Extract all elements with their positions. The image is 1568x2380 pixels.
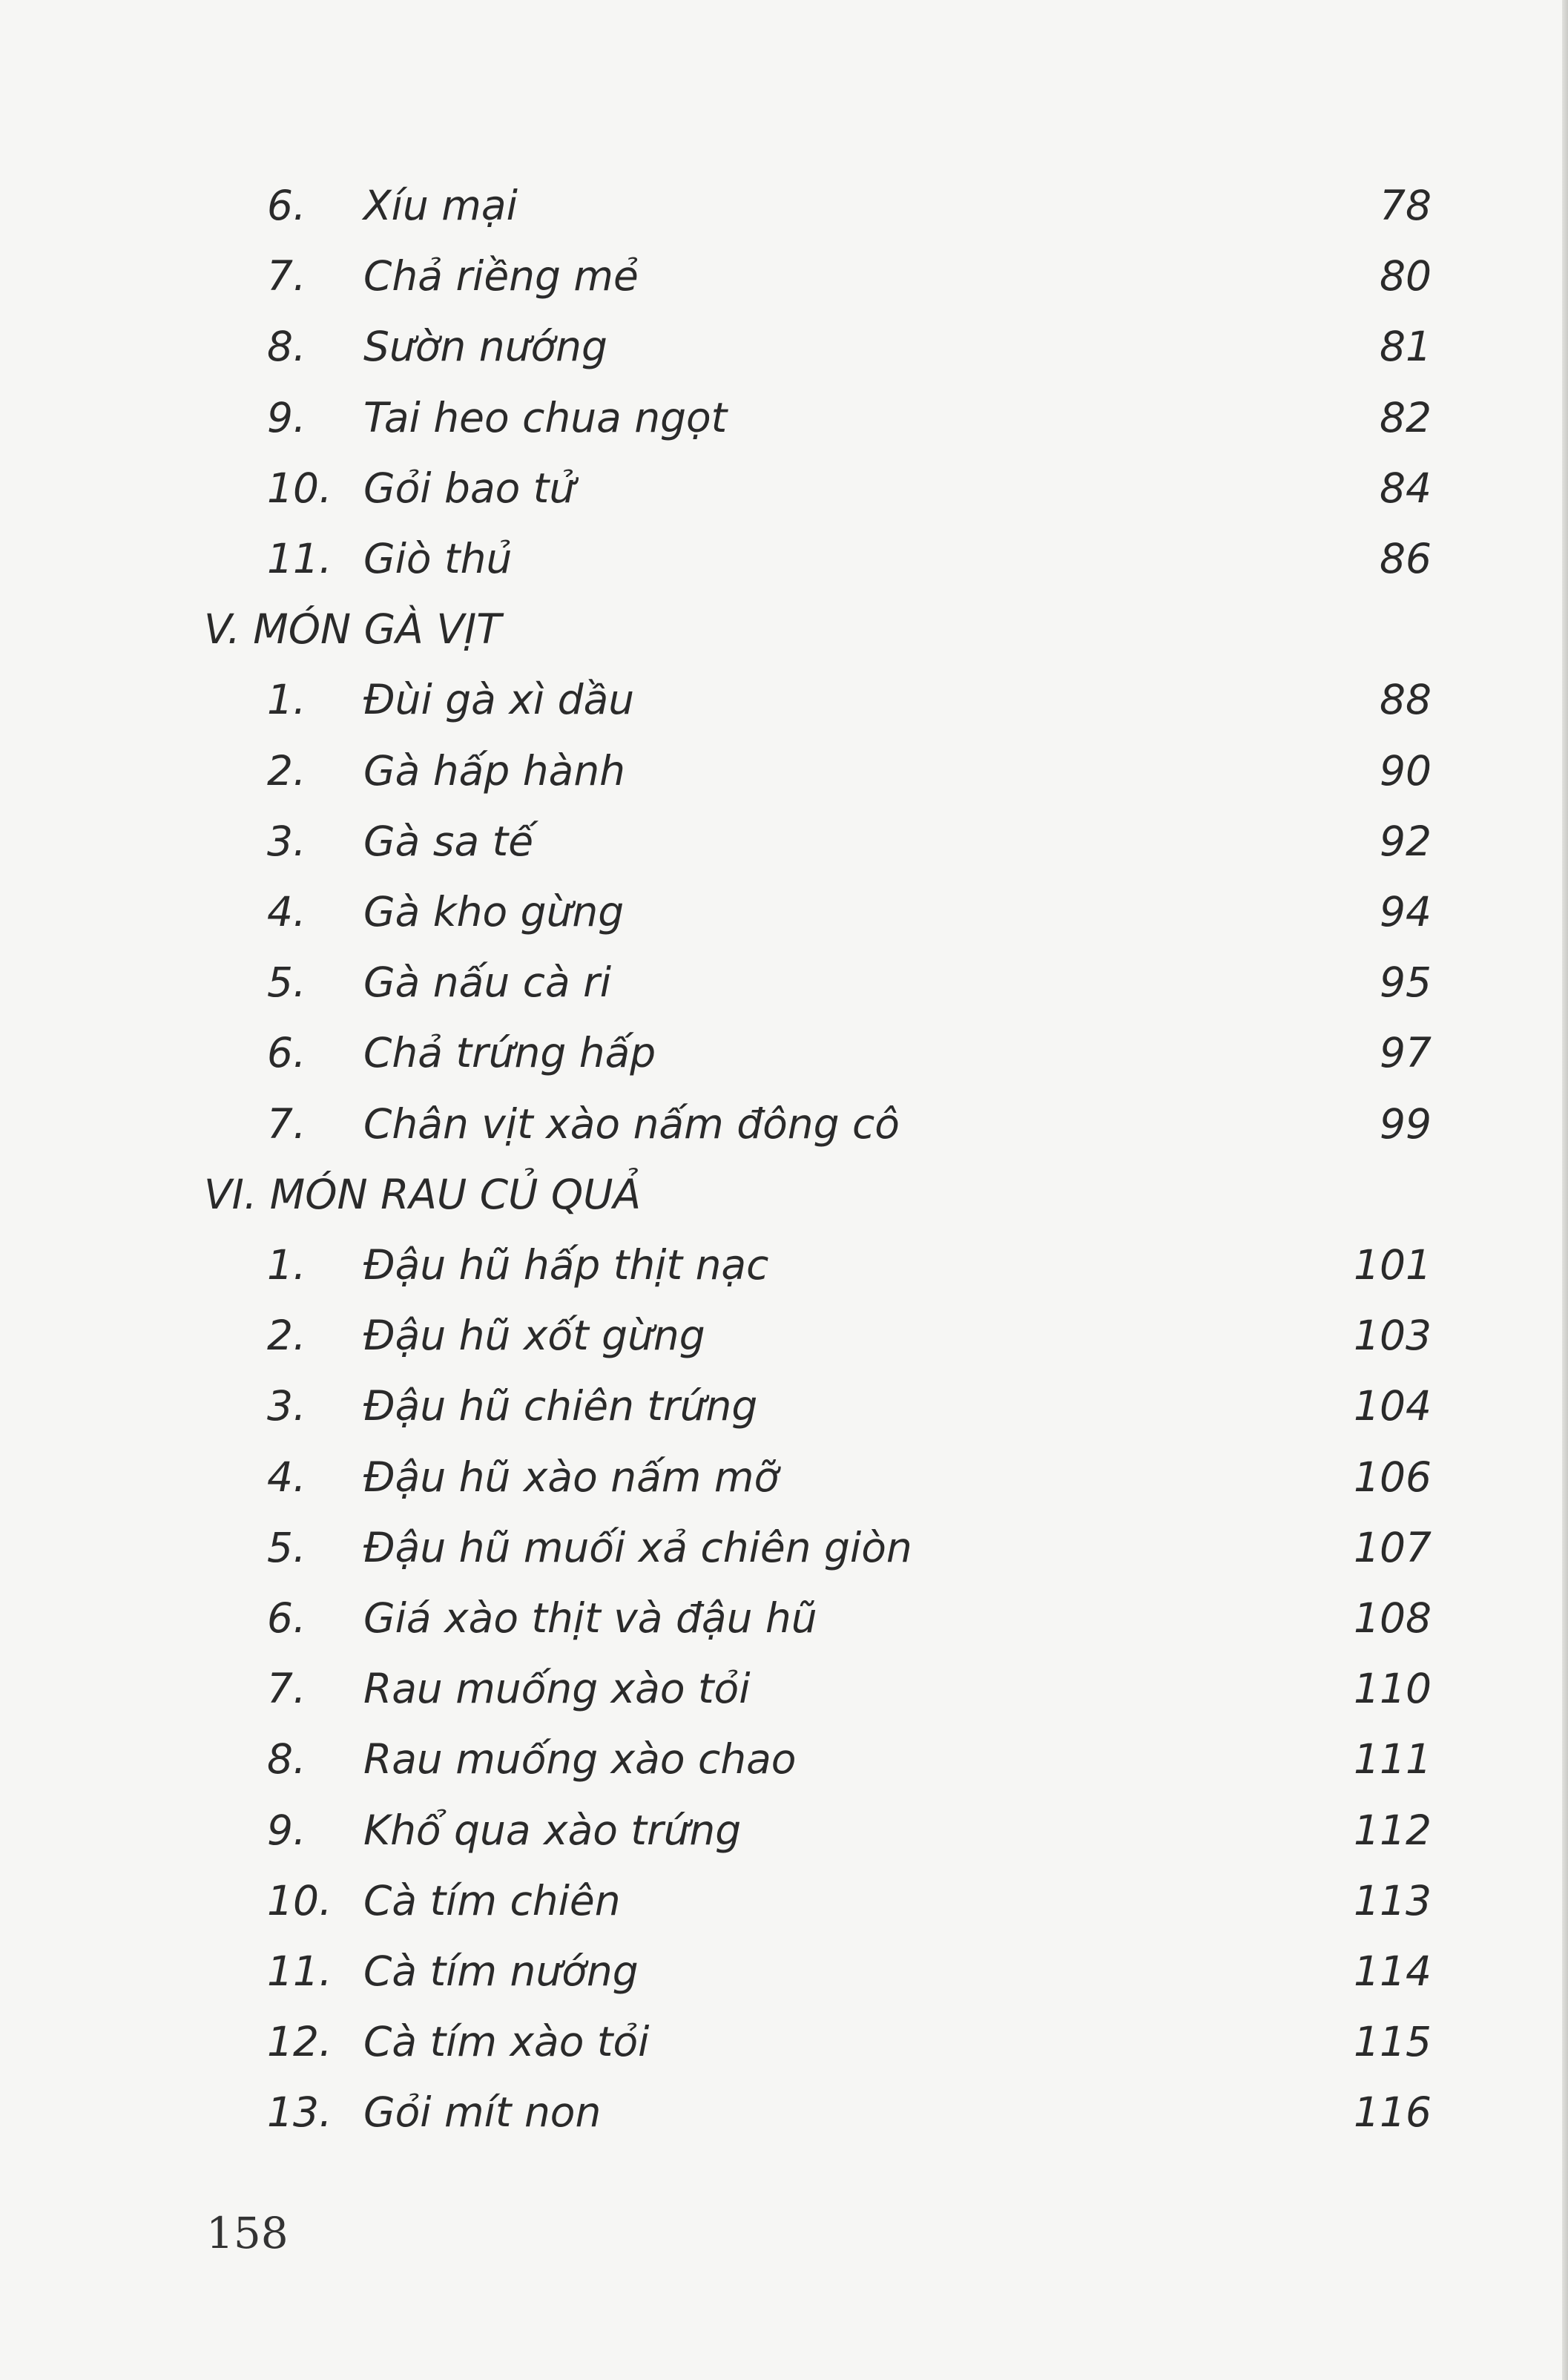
entry-page-number: 99 xyxy=(1380,1099,1432,1148)
entry-title: Cà tím chiên xyxy=(363,1876,621,1924)
entry-title: Gà hấp hành xyxy=(363,746,626,795)
entry-number: 2. xyxy=(267,1312,306,1360)
entry-title: Gà nấu cà ri xyxy=(363,959,612,1007)
entry-title: Đậu hũ chiên trứng xyxy=(363,1382,758,1430)
entry-page-number: 92 xyxy=(1380,817,1432,865)
toc-entry xyxy=(0,1089,1568,1160)
toc-entry xyxy=(0,1230,1568,1301)
entry-page-number: 94 xyxy=(1380,888,1432,936)
entry-number: 1. xyxy=(267,1241,306,1289)
entry-page-number: 114 xyxy=(1354,1947,1432,1995)
entry-page-number: 106 xyxy=(1354,1453,1432,1501)
entry-page-number: 82 xyxy=(1380,393,1432,441)
entry-page-number: 81 xyxy=(1380,323,1432,371)
entry-title: Sườn nướng xyxy=(363,323,607,371)
toc-entry xyxy=(0,1371,1568,1442)
entry-title: Gỏi bao tử xyxy=(363,464,576,512)
entry-page-number: 107 xyxy=(1354,1523,1432,1571)
entry-title: Rau muống xào tỏi xyxy=(363,1665,751,1713)
toc-entry xyxy=(0,2007,1568,2077)
entry-number: 7. xyxy=(267,1665,306,1713)
entry-page-number: 88 xyxy=(1380,676,1432,724)
entry-number: 9. xyxy=(267,1806,306,1854)
entry-number: 11. xyxy=(267,1947,332,1995)
entry-page-number: 108 xyxy=(1354,1594,1432,1642)
entry-title: Rau muống xào chao xyxy=(363,1735,797,1784)
section-title: V. MÓN GÀ VỊT xyxy=(204,605,501,654)
toc-entry xyxy=(0,241,1568,312)
toc-entry xyxy=(0,1513,1568,1583)
entry-page-number: 113 xyxy=(1354,1876,1432,1924)
entry-title: Khổ qua xào trứng xyxy=(363,1806,742,1854)
entry-number: 3. xyxy=(267,1382,306,1430)
toc-entry xyxy=(0,736,1568,806)
entry-number: 7. xyxy=(267,252,306,300)
toc-entry xyxy=(0,1583,1568,1654)
entry-page-number: 115 xyxy=(1354,2018,1432,2066)
toc-entry xyxy=(0,806,1568,877)
entry-number: 6. xyxy=(267,1594,306,1642)
entry-number: 4. xyxy=(267,888,306,936)
toc-entry xyxy=(0,171,1568,241)
entry-title: Cà tím xào tỏi xyxy=(363,2018,650,2066)
entry-page-number: 84 xyxy=(1380,464,1432,512)
entry-title: Chả riềng mẻ xyxy=(363,252,639,300)
toc-entry xyxy=(0,383,1568,453)
entry-title: Đùi gà xì dầu xyxy=(363,676,635,724)
entry-page-number: 86 xyxy=(1380,535,1432,582)
entry-number: 4. xyxy=(267,1453,306,1501)
entry-title: Gỏi mít non xyxy=(363,2088,602,2137)
entry-title: Giá xào thịt và đậu hũ xyxy=(363,1594,817,1642)
entry-title: Cà tím nướng xyxy=(363,1947,639,1995)
entry-number: 11. xyxy=(267,535,332,582)
entry-page-number: 104 xyxy=(1354,1382,1432,1430)
entry-page-number: 112 xyxy=(1354,1806,1432,1854)
entry-title: Gà kho gừng xyxy=(363,888,625,936)
toc-entry xyxy=(0,947,1568,1018)
entry-title: Đậu hũ xốt gừng xyxy=(363,1312,705,1360)
toc-entry xyxy=(0,1442,1568,1513)
entry-number: 1. xyxy=(267,676,306,724)
section-heading xyxy=(0,594,1568,665)
entry-number: 8. xyxy=(267,323,306,371)
entry-page-number: 116 xyxy=(1354,2088,1432,2137)
entry-title: Đậu hũ xào nấm mỡ xyxy=(363,1453,780,1501)
entry-page-number: 80 xyxy=(1380,252,1432,300)
entry-page-number: 110 xyxy=(1354,1665,1432,1713)
entry-title: Chả trứng hấp xyxy=(363,1029,656,1077)
entry-title: Gà sa tế xyxy=(363,817,534,865)
toc-entry xyxy=(0,453,1568,524)
entry-page-number: 78 xyxy=(1380,182,1432,229)
section-title: VI. MÓN RAU CỦ QUẢ xyxy=(204,1170,642,1218)
toc-entry xyxy=(0,1724,1568,1795)
toc-entry xyxy=(0,1936,1568,2007)
entry-page-number: 103 xyxy=(1354,1312,1432,1360)
toc-entry xyxy=(0,1018,1568,1088)
entry-number: 8. xyxy=(267,1735,306,1784)
toc-entry xyxy=(0,665,1568,735)
entry-page-number: 90 xyxy=(1380,746,1432,795)
toc-entry xyxy=(0,1795,1568,1866)
entry-title: Tai heo chua ngọt xyxy=(363,393,728,441)
page-number: 158 xyxy=(206,2208,289,2258)
entry-title: Xíu mại xyxy=(363,182,518,229)
entry-title: Chân vịt xào nấm đông cô xyxy=(363,1099,900,1148)
entry-number: 5. xyxy=(267,959,306,1007)
entry-number: 5. xyxy=(267,1523,306,1571)
toc-entry xyxy=(0,1301,1568,1371)
entry-page-number: 111 xyxy=(1354,1735,1432,1784)
entry-number: 7. xyxy=(267,1099,306,1148)
entry-page-number: 95 xyxy=(1380,959,1432,1007)
entry-title: Giò thủ xyxy=(363,535,513,582)
entry-number: 12. xyxy=(267,2018,332,2066)
toc-entry xyxy=(0,1654,1568,1724)
toc-entry xyxy=(0,2077,1568,2148)
entry-number: 6. xyxy=(267,1029,306,1077)
toc-entry xyxy=(0,877,1568,947)
entry-title: Đậu hũ hấp thịt nạc xyxy=(363,1241,769,1289)
entry-number: 6. xyxy=(267,182,306,229)
entry-page-number: 101 xyxy=(1354,1241,1432,1289)
section-heading xyxy=(0,1160,1568,1230)
entry-number: 13. xyxy=(267,2088,332,2137)
toc-entry xyxy=(0,312,1568,382)
toc-entry xyxy=(0,524,1568,594)
entry-number: 10. xyxy=(267,464,332,512)
entry-number: 10. xyxy=(267,1876,332,1924)
entry-page-number: 97 xyxy=(1380,1029,1432,1077)
entry-title: Đậu hũ muối xả chiên giòn xyxy=(363,1523,912,1571)
entry-number: 2. xyxy=(267,746,306,795)
toc-entry xyxy=(0,1866,1568,1936)
entry-number: 9. xyxy=(267,393,306,441)
entry-number: 3. xyxy=(267,817,306,865)
